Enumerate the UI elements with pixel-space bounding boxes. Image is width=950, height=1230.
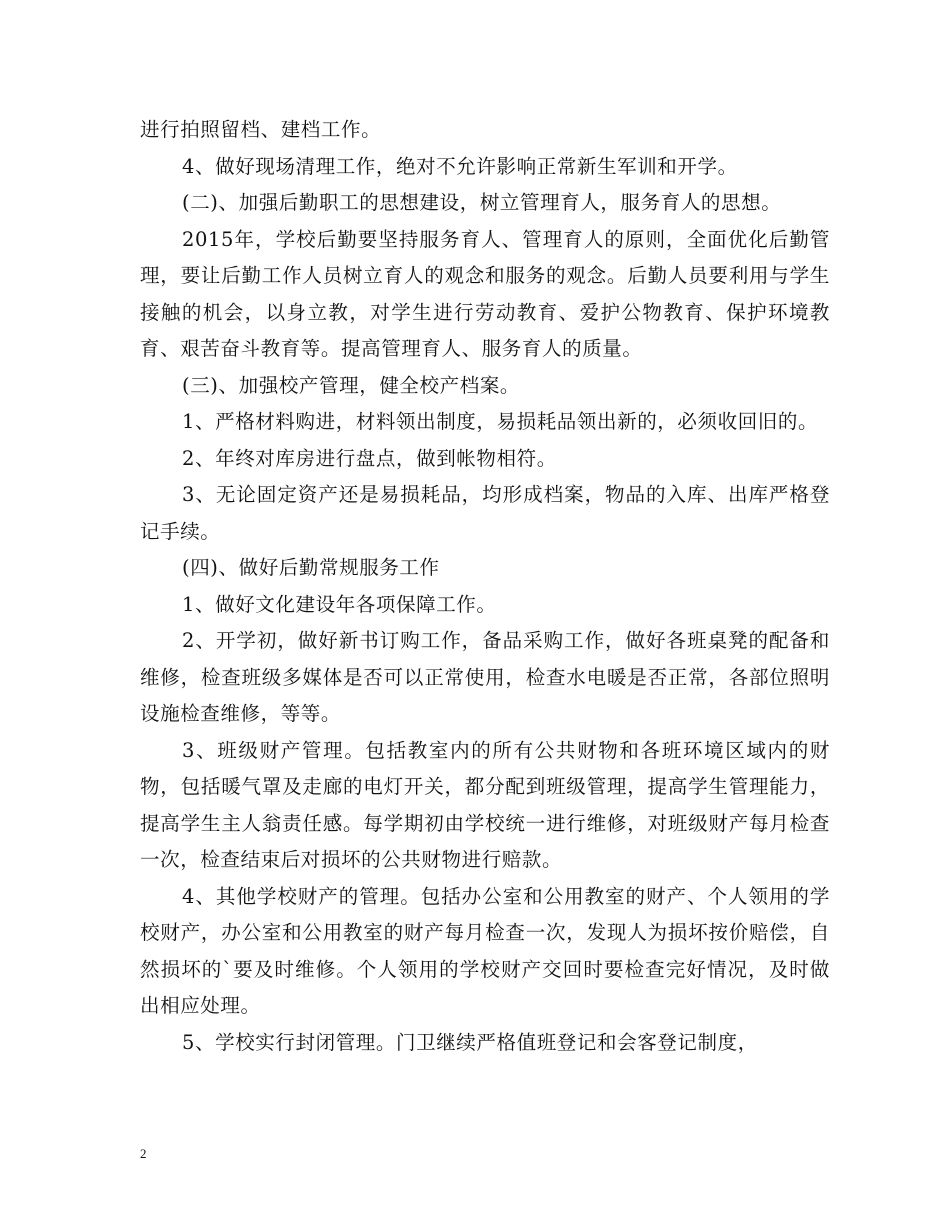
paragraph: 1、做好文化建设年各项保障工作。	[182, 592, 497, 616]
paragraph: 2、开学初，做好新书订购工作，备品采购工作，做好各班桌凳的配备和维修，检查班级多媒体是否可以正常使用，检查水电暖是否正常，各部位照明设施检查维修，等等。	[140, 629, 830, 725]
paragraph: 4、其他学校财产的管理。包括办公室和公用教室的财产、个人领用的学校财产，办公室和公用教室的财产每月检查一次，发现人为损坏按价赔偿，自然损坏的`要及时维修。个人领用的学校财产交回时要检查完好情况，及时做出相应处理。	[140, 884, 830, 1017]
paragraph: 1、严格材料购进，材料领出制度，易损耗品领出新的，必须收回旧的。	[182, 410, 819, 433]
paragraph: 2015年，学校后勤要坚持服务育人、管理育人的原则，全面优化后勤管理，要让后勤工作人员树立育人的观念和服务的观念。后勤人员要利用与学生接触的机会，以身立教，对学生进行劳动教育、爱护公物教育、保护环境教育、艰苦奋斗教育等。提高管理育人、服务育人的质量。	[140, 227, 830, 360]
paragraph: 2、年终对库房进行盘点，做到帐物相符。	[182, 446, 557, 470]
paragraph: 3、班级财产管理。包括教室内的所有公共财物和各班环境区域内的财物，包括暖气罩及走廊的电灯开关，都分配到班级管理，提高学生管理能力，提高学生主人翁责任感。每学期初由学校统一进行维修，对班级财产每月检查一次，检查结束后对损坏的公共财物进行赔款。	[140, 738, 830, 871]
section-heading: (二)、加强后勤职工的思想建设，树立管理育人，服务育人的思想。	[182, 191, 782, 214]
section-heading: (四)、做好后勤常规服务工作	[182, 556, 440, 579]
paragraph: 5、学校实行封闭管理。门卫继续严格值班登记和会客登记制度，	[182, 1030, 758, 1054]
paragraph: 4、做好现场清理工作，绝对不允许影响正常新生军训和开学。	[182, 154, 738, 178]
paragraph: 3、无论固定资产还是易损耗品，均形成档案，物品的入库、出库严格登记手续。	[140, 483, 830, 543]
paragraph: 进行拍照留档、建档工作。	[140, 118, 382, 141]
document-body	[140, 112, 830, 1061]
page-number: 2	[140, 1146, 147, 1161]
section-heading: (三)、加强校产管理，健全校产档案。	[182, 373, 521, 397]
